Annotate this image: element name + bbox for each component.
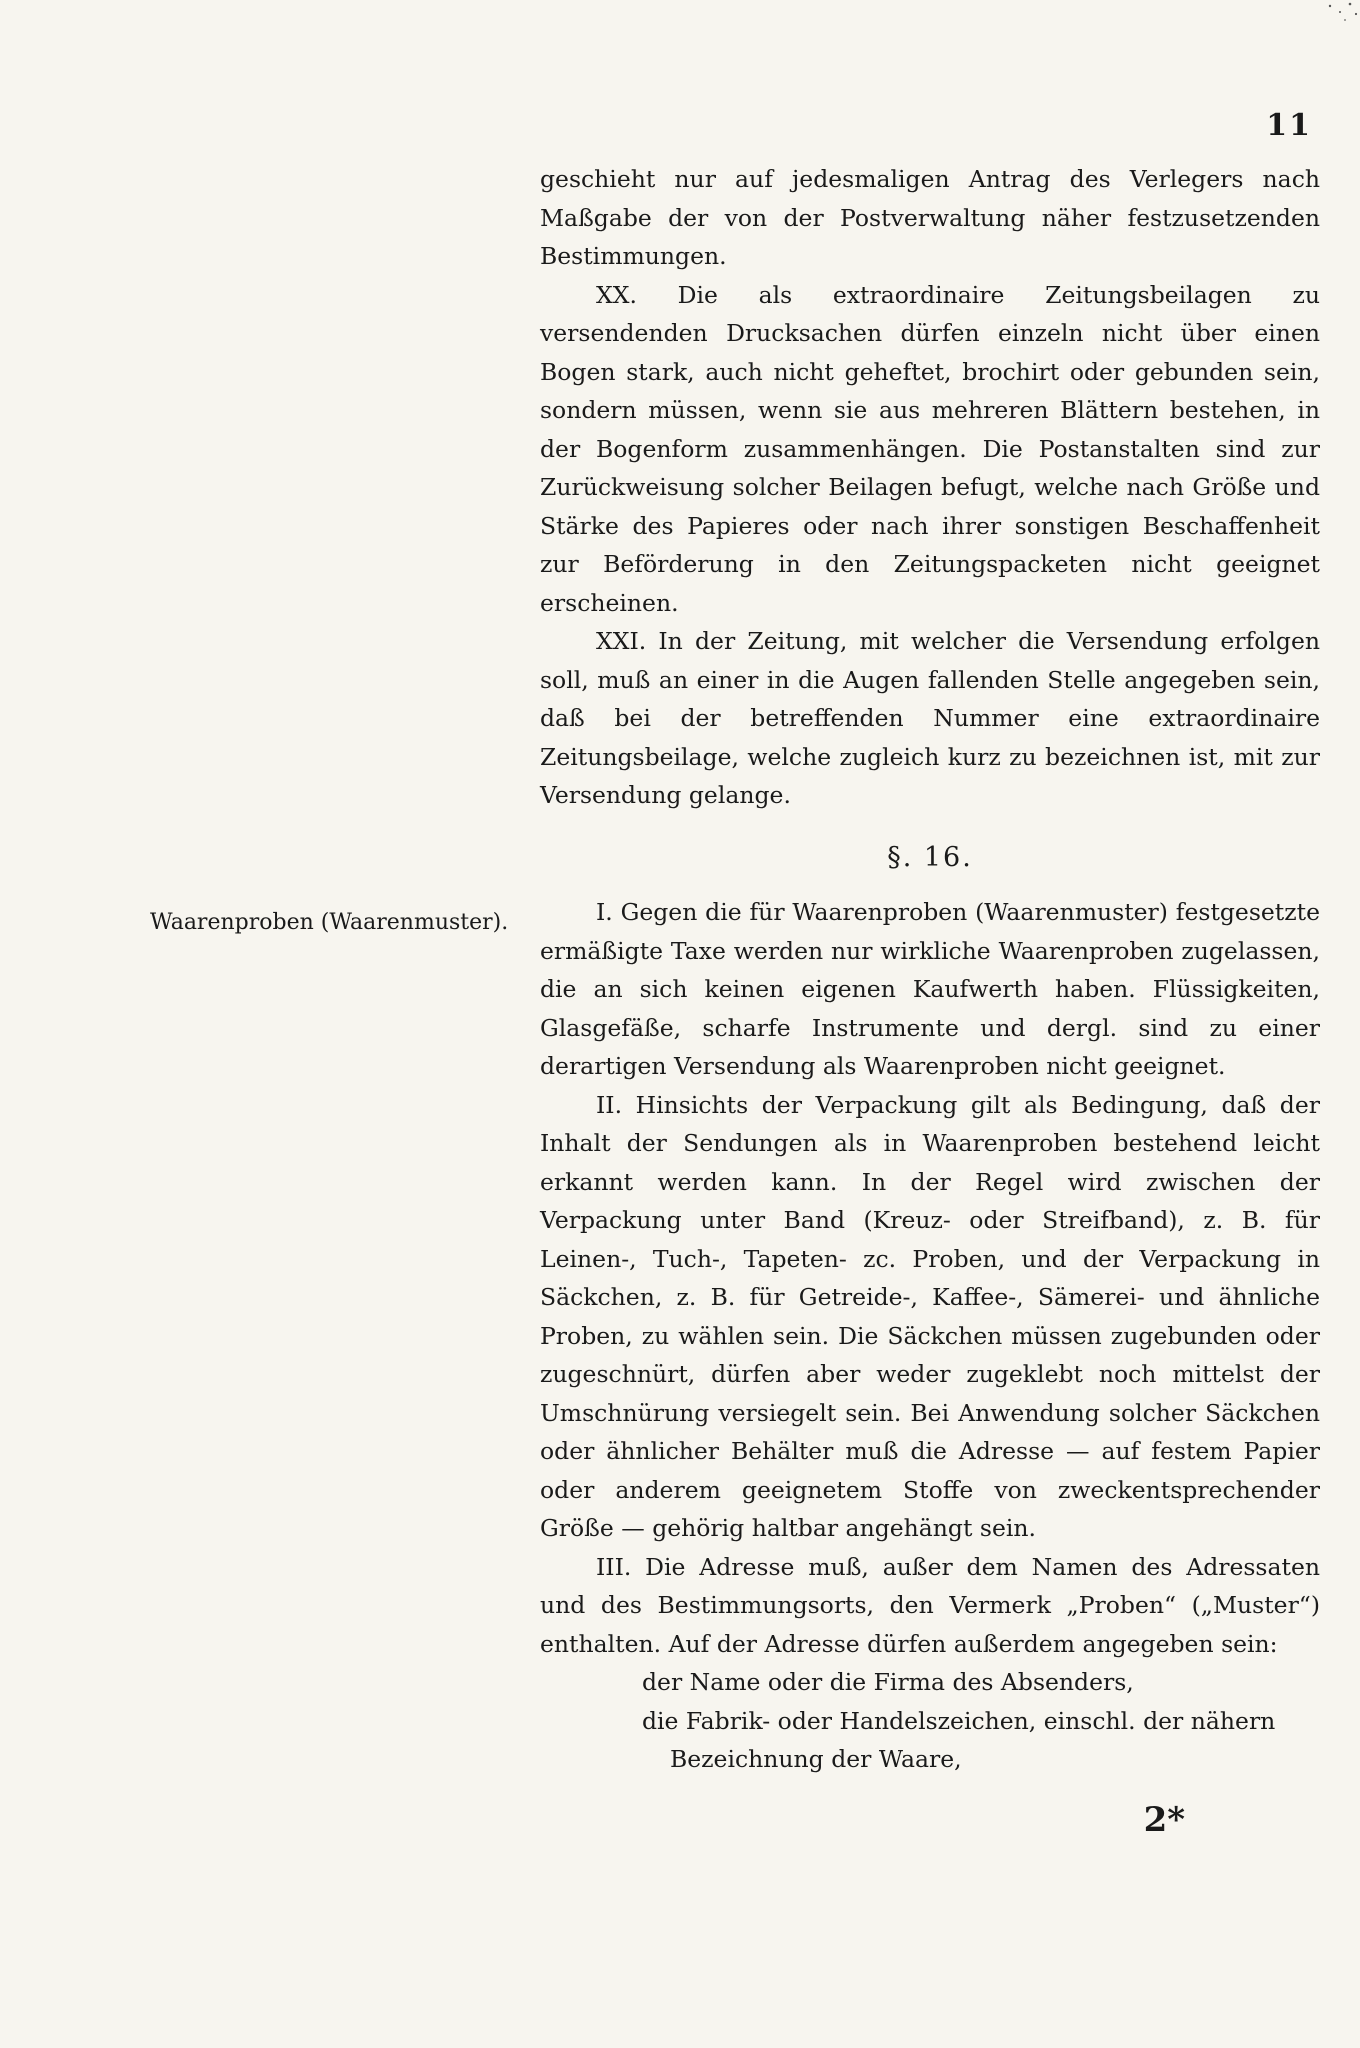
list-item: die Fabrik- oder Handelszeichen, einschl. der nähern [642, 1706, 1276, 1735]
list-item: der Name oder die Firma des Absenders, [642, 1668, 1134, 1696]
paragraph-i: I. Gegen die für Waarenproben (Waarenmuster) festgesetzte ermäßigte Taxe werden nur wirkliche Waarenproben zugelassen, die an sich keinen eigenen Kaufwerth haben. Flüssigkeiten, Glasgefäße, scharfe Instrumente und dergl. sind zu einer derartigen Versendung als Waarenproben nicht geeignet. [540, 898, 1320, 1080]
paragraph-xx: XX. Die als extraordinaire Zeitungsbeilagen zu versendenden Drucksachen dürfen einzeln nicht über einen Bogen stark, auch nicht geheftet, brochirt oder gebunden sein, sondern müssen, wenn sie aus mehreren Blättern bestehen, in der Bogenform zusammenhängen. Die Postanstalten sind zur Zurückweisung solcher Beilagen befugt, welche nach Größe und Stärke des Papieres oder nach ihrer sonstigen Beschaffenheit zur Beförderung in den Zeitungspacketen nicht geeignet erscheinen. [540, 280, 1320, 617]
section-heading: §. 16. [887, 841, 973, 873]
paragraph-xxi: XXI. In der Zeitung, mit welcher die Versendung erfolgen soll, muß an einer in die Augen fallenden Stelle angegeben sein, daß bei der betreffenden Nummer eine extraordinaire Zeitungsbeilage, welche zugleich kurz zu bezeichnen ist, mit zur Versendung gelange. [540, 627, 1320, 809]
signature-mark: 2* [1143, 1800, 1185, 1840]
body-text [540, 160, 1320, 1779]
paragraph-continuation: geschieht nur auf jedesmaligen Antrag des Verlegers nach Maßgabe der von der Postverwaltung näher festzusetzenden Bestimmungen. [540, 165, 1320, 270]
page-number: 11 [1266, 108, 1312, 143]
scan-specks [1270, 0, 1360, 40]
margin-note: Waarenproben (Waarenmuster). [150, 910, 509, 935]
paragraph-ii: II. Hinsichts der Verpackung gilt als Bedingung, daß der Inhalt der Sendungen als in Waarenproben bestehend leicht erkannt werden kann. In der Regel wird zwischen der Verpackung unter Band (Kreuz- oder Streifband), z. B. für Leinen-, Tuch-, Tapeten- zc. Proben, und der Verpackung in Säckchen, z. B. für Getreide-, Kaffee-, Sämerei- und ähnliche Proben, zu wählen sein. Die Säckchen müssen zugebunden oder zugeschnürt, dürfen aber weder zugeklebt noch mittelst der Umschnürung versiegelt sein. Bei Anwendung solcher Säckchen oder ähnlicher Behälter muß die Adresse — auf festem Papier oder anderem geeignetem Stoffe von zweckentsprechender Größe — gehörig haltbar angehängt sein. [540, 1090, 1320, 1542]
paragraph-iii: III. Die Adresse muß, außer dem Namen des Adressaten und des Bestimmungsorts, den Vermerk „Proben“ („Muster“) enthalten. Auf der Adresse dürfen außerdem angegeben sein: [540, 1552, 1320, 1658]
list-item: Bezeichnung der Waare, [670, 1745, 962, 1773]
